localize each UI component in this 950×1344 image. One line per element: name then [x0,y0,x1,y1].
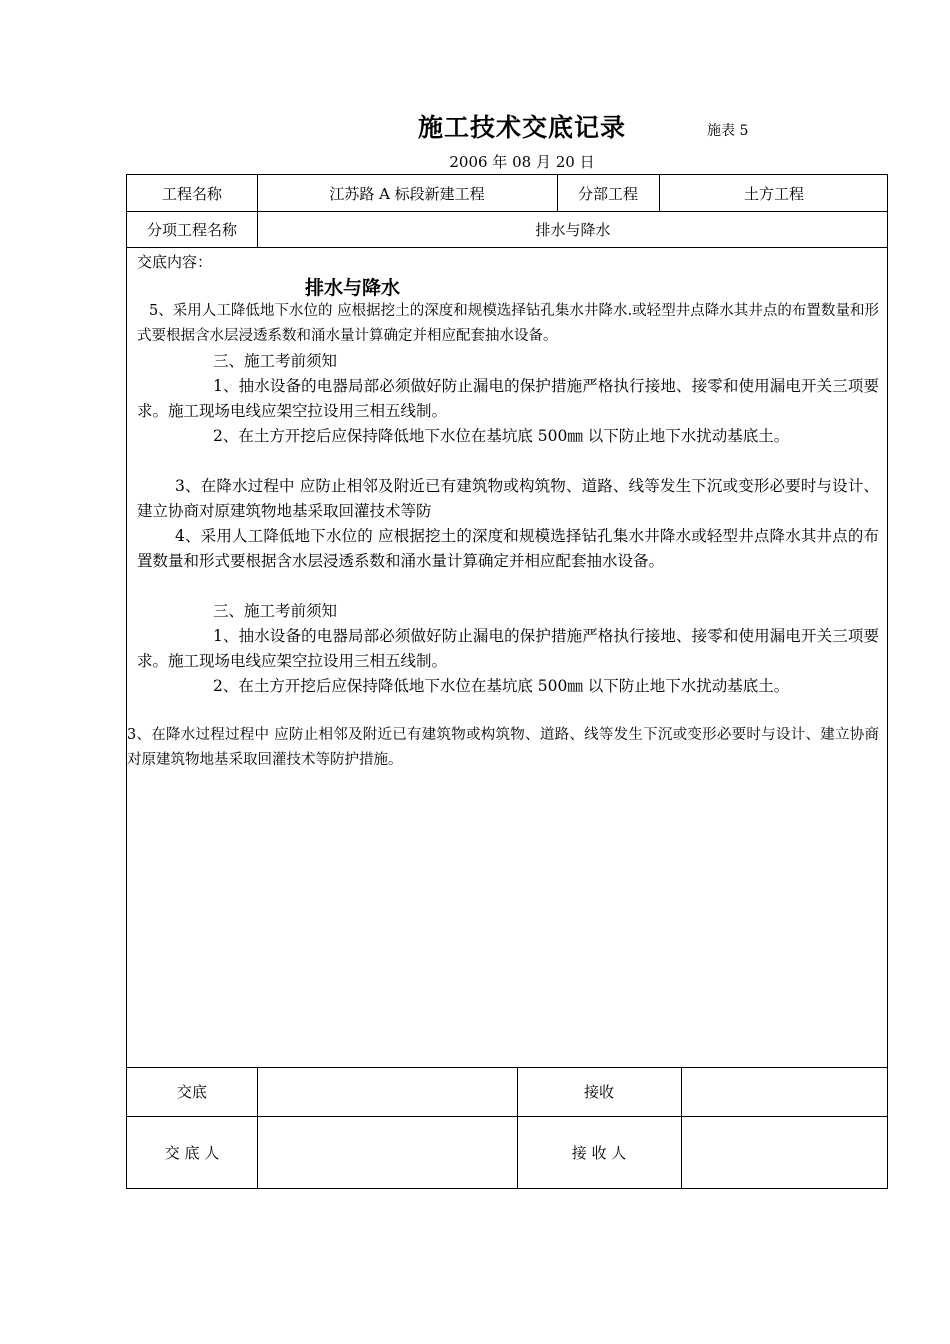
paragraph-4: 2、在土方开挖后应保持降低地下水位在基坑底 500㎜ 以下防止地下水扰动基底土。 [213,427,790,445]
receive-person-value [681,1116,889,1189]
record-table [126,174,888,1189]
handover-person-label: 交 底 人 [164,1144,220,1162]
content-subject: 排水与降水 [305,277,401,299]
project-name-label: 工程名称 [161,184,222,203]
document-title: 施工技术交底记录 [417,113,626,142]
receive-person-label: 接 收 人 [571,1144,627,1162]
form-number: 施表 5 [707,123,749,139]
paragraph-7: 三、施工考前须知 [213,602,338,620]
paragraph-10: 3、在降水过程过程中 应防止相邻及附近已有建筑物或构筑物、道路、线等发生下沉或变形必要时与设计、建立协商对原建筑物地基采取回灌技术等防护措施。 [127,727,879,768]
project-name-value: 江苏路 A 标段新建工程 [329,184,485,203]
paragraph-5: 3、在降水过程中 应防止相邻及附近已有建筑物或构筑物、道路、线等发生下沉或变形必要时与设计、建立协商对原建筑物地基采取回灌技术等防 [137,477,879,520]
subitem-value: 排水与降水 [535,220,611,239]
division-label: 分部工程 [577,184,638,203]
paragraph-8: 1、抽水设备的电器局部必须做好防止漏电的保护措施严格执行接地、接零和使用漏电开关三项要求。施工现场电线应架空拉设用三相五线制。 [137,627,879,670]
paragraph-2: 三、施工考前须知 [213,352,338,370]
content-label: 交底内容： [137,253,213,271]
paragraph-9: 2、在土方开挖后应保持降低地下水位在基坑底 500㎜ 以下防止地下水扰动基底土。 [213,677,790,695]
paragraph-6: 4、采用人工降低地下水位的 应根据挖土的深度和规模选择钻孔集水井降水或轻型井点降水其井点的布置数量和形式要根据含水层浸透系数和涌水量计算确定并相应配套抽水设备。 [137,527,879,570]
handover-label: 交底 [176,1083,207,1101]
paragraph-3: 1、抽水设备的电器局部必须做好防止漏电的保护措施严格执行接地、接零和使用漏电开关三项要求。施工现场电线应架空拉设用三相五线制。 [137,377,879,420]
handover-value [257,1067,517,1116]
receive-label: 接收 [583,1083,614,1101]
division-value: 土方工程 [743,184,804,203]
record-date: 2006 年 08 月 20 日 [449,153,595,171]
handover-person-value [257,1116,517,1189]
paragraph-1: 5、采用人工降低地下水位的 应根据挖土的深度和规模选择钻孔集水井降水.或轻型井点降水其井点的布置数量和形式要根据含水层浸透系数和涌水量计算确定并相应配套抽水设备。 [137,303,879,344]
subitem-label: 分项工程名称 [146,220,237,239]
receive-value [681,1067,889,1116]
